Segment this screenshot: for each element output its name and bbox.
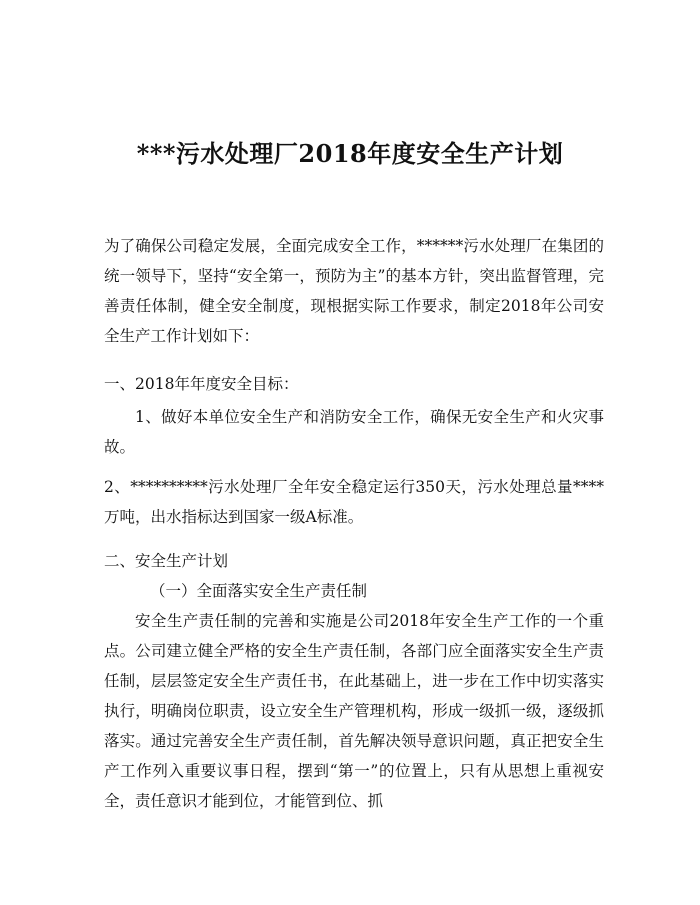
section1-heading: 一、2018年年度安全目标： — [104, 375, 299, 393]
goal-item-2: 2、**********污水处理厂全年安全稳定运行350天，污水处理总量****万吨，出水指标达到国家一级A标准。 — [104, 478, 604, 526]
section2-paragraph: 安全生产责任制的完善和实施是公司2018年安全生产工作的一个重点。公司建立健全严格的安全生产责任制，各部门应全面落实安全生产责任制，层层签定安全生产责任书，在此基础上，进一步在工作中切实落实执行，明确岗位职责，设立安全生产管理机构，形成一级抓一级，逐级抓落实。通过完善安全生产责任制，首先解决领导意识问题，真正把安全生产工作列入重要议事日程，摆到“第一”的位置上，只有从思想上重视安全，责任意识才能到位，才能管到位、抓 — [104, 612, 604, 810]
intro-paragraph: 为了确保公司稳定发展，全面完成安全工作，******污水处理厂在集团的统一领导下，坚持“安全第一，预防为主”的基本方针，突出监督管理，完善责任体制，健全安全制度，现根据实际工作要求，制定2018年公司安全生产工作计划如下： — [104, 237, 604, 345]
section2-heading: 二、安全生产计划 — [104, 552, 229, 570]
goal-item-1: 1、做好本单位安全生产和消防安全工作，确保无安全生产和火灾事故。 — [104, 408, 604, 456]
section2-subheading: （一）全面落实安全生产责任制 — [150, 582, 368, 600]
document-title: ***污水处理厂2018年度安全生产计划 — [136, 139, 564, 168]
